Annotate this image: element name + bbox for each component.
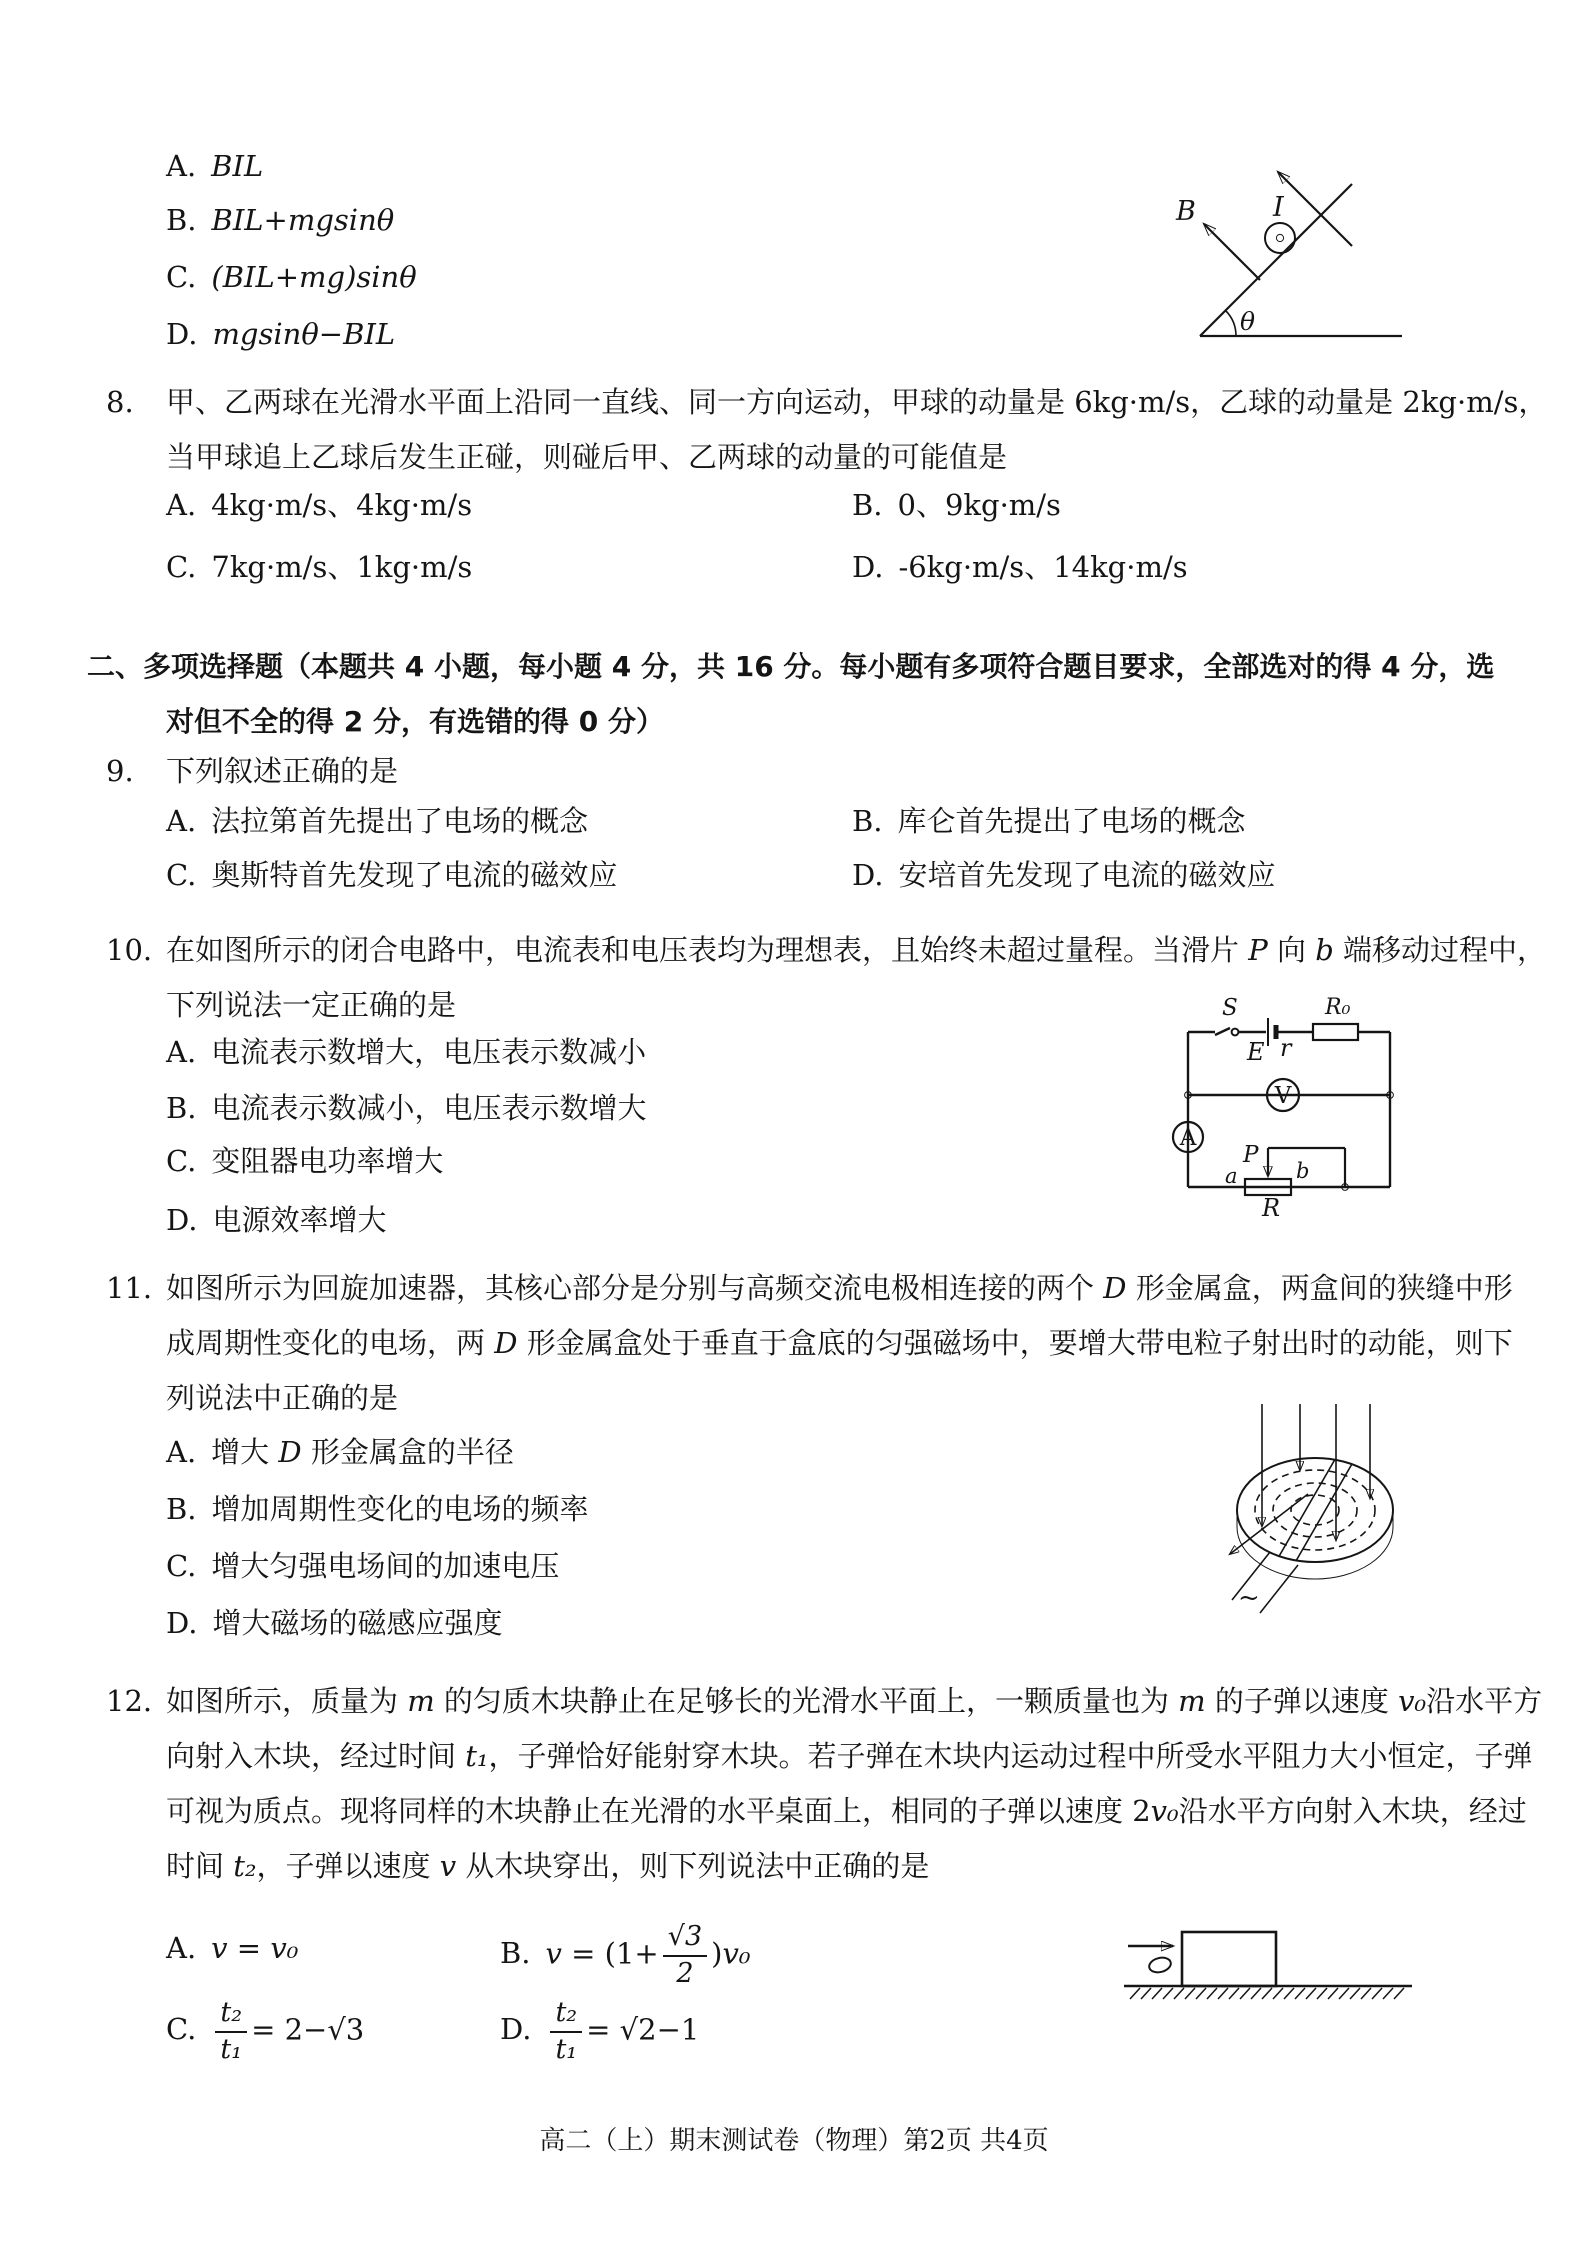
text-line: 成周期性变化的电场，两 D 形金属盒处于垂直于盒底的匀强磁场中，要增大带电粒子射出时的动能，则下	[166, 1326, 1513, 1360]
option-formula: v = (1+	[545, 1936, 659, 1971]
option-formula: )v₀	[711, 1936, 751, 1971]
option-label: B.	[166, 203, 197, 237]
switch-blade	[1215, 1028, 1230, 1035]
q8-option-b: B. 0、9kg·m/s	[852, 488, 1061, 522]
text-line: 可视为质点。现将同样的木块静止在光滑的水平桌面上，相同的子弹以速度 2v₀沿水平方向射入木块，经过	[166, 1794, 1527, 1828]
option-label: D.	[166, 317, 198, 351]
q12-stem	[106, 1674, 1543, 1894]
option-text: 安培首先发现了电流的磁效应	[898, 858, 1276, 892]
option-text: 4kg·m/s、4kg·m/s	[211, 488, 473, 522]
q9-option-c: C. 奥斯特首先发现了电流的磁效应	[166, 858, 618, 892]
q9-text: 下列叙述正确的是	[166, 754, 399, 788]
q7-option-b	[166, 200, 394, 240]
option-formula: = 2−√3	[251, 2012, 365, 2047]
q9-option-a: A. 法拉第首先提出了电场的概念	[166, 804, 589, 838]
text-line: 向射入木块，经过时间 t₁，子弹恰好能射穿木块。若子弹在木块内运动过程中所受水平阻力大小恒定，子弹	[166, 1739, 1533, 1773]
q8-number: 8.	[106, 385, 134, 419]
r0-label: R₀	[1325, 995, 1351, 1020]
option-text: 增大匀强电场间的加速电压	[211, 1549, 560, 1583]
angle-label: θ	[1240, 307, 1256, 336]
option-text: 法拉第首先提出了电场的概念	[211, 804, 589, 838]
q7-option-d	[166, 314, 395, 354]
text-line: 时间 t₂，子弹以速度 v 从木块穿出，则下列说法中正确的是	[166, 1849, 930, 1883]
text-line: 如图所示为回旋加速器，其核心部分是分别与高频交流电极相连接的两个 D 形金属盒，两盒间的狭缝中形	[166, 1271, 1513, 1305]
incline-current-figure	[1140, 118, 1440, 358]
q7-option-a	[166, 146, 263, 186]
q8-option-d: D. -6kg·m/s、14kg·m/s	[852, 550, 1188, 584]
internal-r-label: r	[1280, 1034, 1292, 1062]
r0-resistor	[1313, 1024, 1358, 1040]
q10-option-a: A. 电流表示数增大，电压表示数减小	[166, 1035, 647, 1069]
q12-option-a: A. v = v₀	[166, 1931, 299, 1965]
text-line: 如图所示，质量为 m 的匀质木块静止在足够长的光滑水平面上，一颗质量也为 m 的子弹以速度 v₀沿水平方	[166, 1684, 1543, 1718]
current-label: I	[1273, 192, 1284, 223]
option-text: 库仑首先提出了电场的概念	[897, 804, 1246, 838]
option-label: A.	[166, 149, 197, 183]
option-text: 电流表示数减小，电压表示数增大	[211, 1091, 647, 1125]
current-out-symbol	[1265, 223, 1295, 253]
q9-option-d: D. 安培首先发现了电流的磁效应	[852, 858, 1276, 892]
q10-number: 10.	[106, 933, 153, 967]
q11-option-d: D. 增大磁场的磁感应强度	[166, 1606, 503, 1640]
terminal-a-label: a	[1225, 1164, 1238, 1188]
angle-arc	[1226, 311, 1237, 337]
q8-option-a: A. 4kg·m/s、4kg·m/s	[166, 488, 473, 522]
q9-number: 9.	[106, 754, 134, 788]
voltmeter-label: V	[1274, 1083, 1292, 1109]
q12-number: 12.	[106, 1684, 153, 1718]
option-text: 电源效率增大	[212, 1203, 387, 1237]
text-line: 甲、乙两球在光滑水平面上沿同一直线、同一方向运动，甲球的动量是 6kg·m/s，乙球的动量是 2kg·m/s，	[166, 385, 1548, 419]
emf-label: E	[1247, 1038, 1265, 1066]
fraction: $\frac{\text{t₂}}{\text{t₁}}$	[550, 1998, 582, 2065]
ammeter-label: A	[1179, 1125, 1197, 1151]
fraction: $\frac{\text{t₂}}{\text{t₁}}$	[215, 1998, 247, 2065]
cyclotron-figure	[1218, 1402, 1418, 1647]
q12-option-c: C. $\frac{\text{t₂}}{\text{t₁}}$ = 2−√3	[166, 1997, 365, 2066]
q12-option-d: D. $\frac{\text{t₂}}{\text{t₁}}$ = √2−1	[500, 1997, 700, 2066]
option-text: -6kg·m/s、14kg·m/s	[898, 550, 1188, 584]
q9-option-b: B. 库仑首先提出了电场的概念	[852, 804, 1246, 838]
bullet-block-figure	[1118, 1922, 1418, 2007]
b-field-label: B	[1176, 196, 1196, 227]
switch-label: S	[1222, 995, 1238, 1021]
q12-option-b: B. v = (1+ $\frac{√3}{2}$ )v₀	[500, 1921, 751, 1990]
fraction: $\frac{√3}{2}$	[663, 1922, 707, 1989]
q11-option-a: A. 增大 D 形金属盒的半径	[166, 1435, 514, 1469]
section2-header	[87, 639, 1527, 749]
page-footer: 高二（上）期末测试卷（物理）第2页 共4页	[539, 2126, 1049, 2156]
option-text: 7kg·m/s、1kg·m/s	[211, 550, 473, 584]
q10-option-d: D. 电源效率增大	[166, 1203, 387, 1237]
q10-option-c: C. 变阻器电功率增大	[166, 1144, 444, 1178]
switch-contact	[1232, 1029, 1239, 1036]
q11-number: 11.	[106, 1271, 153, 1305]
exit-beam-arrow	[1230, 1494, 1308, 1554]
option-label: C.	[166, 260, 197, 294]
q7-option-c	[166, 257, 417, 297]
ac-source-label: ~	[1238, 1583, 1260, 1613]
q8-option-c: C. 7kg·m/s、1kg·m/s	[166, 550, 473, 584]
text-line: 对但不全的得 2 分，有选错的得 0 分）	[166, 705, 664, 738]
current-dot	[1276, 234, 1283, 241]
slider-label: P	[1243, 1142, 1259, 1168]
option-text: 增加周期性变化的电场的频率	[211, 1492, 589, 1526]
option-formula: BIL+mgsinθ	[211, 203, 395, 237]
q10-option-b: B. 电流表示数减小，电压表示数增大	[166, 1091, 647, 1125]
circuit-figure	[1175, 995, 1400, 1222]
text-line: 列说法中正确的是	[166, 1381, 399, 1415]
text-line: 在如图所示的闭合电路中，电流表和电压表均为理想表，且始终未超过量程。当滑片 P 向 b 端移动过程中，	[166, 933, 1546, 967]
option-text: 变阻器电功率增大	[211, 1144, 444, 1178]
electrode-lead	[1260, 1565, 1298, 1613]
text-line: 下列说法一定正确的是	[166, 988, 457, 1022]
option-formula: v = v₀	[211, 1931, 299, 1965]
option-formula: mgsinθ−BIL	[212, 317, 396, 351]
surface-hatching	[1130, 1988, 1404, 1999]
q8-stem	[106, 375, 1548, 485]
option-text: 增大 D 形金属盒的半径	[211, 1435, 514, 1469]
option-formula: BIL	[211, 149, 264, 183]
option-formula: = √2−1	[586, 2012, 700, 2047]
wood-block	[1182, 1932, 1276, 1986]
b-field-arrow	[1204, 224, 1260, 280]
option-text: 0、9kg·m/s	[897, 488, 1061, 522]
q9-stem	[106, 744, 1526, 799]
upper-field-arrow	[1278, 172, 1352, 246]
q11-option-b: B. 增加周期性变化的电场的频率	[166, 1492, 589, 1526]
option-text: 电流表示数增大，电压表示数减小	[211, 1035, 647, 1069]
q11-option-c: C. 增大匀强电场间的加速电压	[166, 1549, 560, 1583]
terminal-b-label: b	[1296, 1159, 1310, 1183]
text-line: 二、多项选择题（本题共 4 小题，每小题 4 分，共 16 分。每小题有多项符合题目要求，全部选对的得 4 分，选	[87, 650, 1495, 683]
text-line: 当甲球追上乙球后发生正碰，则碰后甲、乙两球的动量的可能值是	[166, 440, 1008, 474]
option-formula: (BIL+mg)sinθ	[211, 260, 417, 294]
option-text: 奥斯特首先发现了电流的磁效应	[211, 858, 618, 892]
option-text: 增大磁场的磁感应强度	[212, 1606, 503, 1640]
bullet	[1148, 1956, 1173, 1975]
rheostat-label: R	[1262, 1194, 1281, 1222]
